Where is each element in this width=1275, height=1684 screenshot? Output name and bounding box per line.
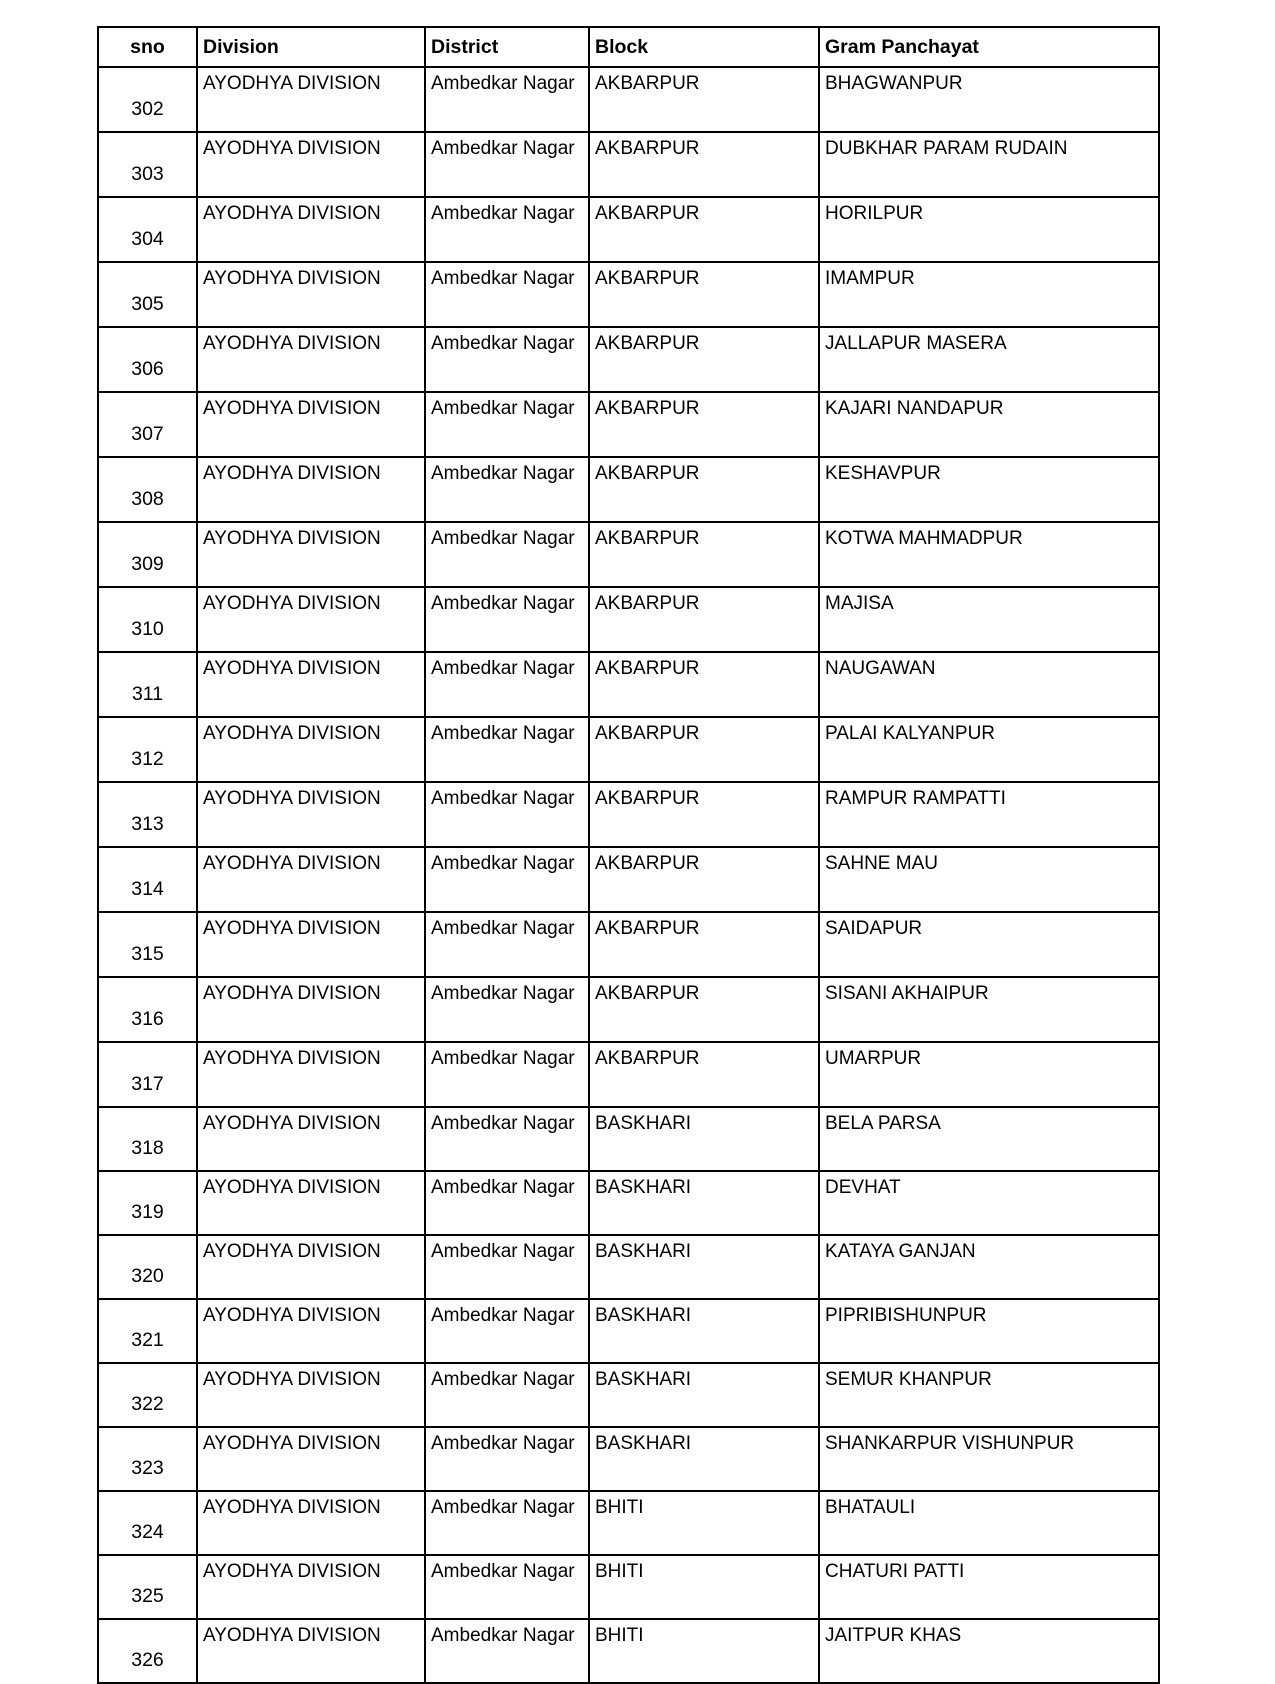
column-header-district: District <box>425 27 589 67</box>
table-row <box>98 67 1159 132</box>
cell-gram-panchayat: CHATURI PATTI <box>819 1555 1159 1619</box>
cell-division: AYODHYA DIVISION <box>197 1363 425 1427</box>
cell-division: AYODHYA DIVISION <box>197 197 425 262</box>
cell-district: Ambedkar Nagar <box>425 782 589 847</box>
cell-gram-panchayat: BHAGWANPUR <box>819 67 1159 132</box>
cell-division: AYODHYA DIVISION <box>197 587 425 652</box>
cell-sno: 322 <box>98 1363 197 1427</box>
table-row <box>98 977 1159 1042</box>
cell-gram-panchayat: KATAYA GANJAN <box>819 1235 1159 1299</box>
cell-district: Ambedkar Nagar <box>425 1427 589 1491</box>
table-row <box>98 1235 1159 1299</box>
cell-block: AKBARPUR <box>589 392 819 457</box>
cell-block: AKBARPUR <box>589 587 819 652</box>
cell-sno: 326 <box>98 1619 197 1683</box>
cell-division: AYODHYA DIVISION <box>197 782 425 847</box>
cell-sno: 315 <box>98 912 197 977</box>
cell-sno: 311 <box>98 652 197 717</box>
cell-division: AYODHYA DIVISION <box>197 847 425 912</box>
cell-block: AKBARPUR <box>589 522 819 587</box>
table-body <box>98 67 1159 1683</box>
cell-district: Ambedkar Nagar <box>425 327 589 392</box>
cell-sno: 307 <box>98 392 197 457</box>
gram-panchayat-table-container <box>97 26 1158 1684</box>
cell-sno: 306 <box>98 327 197 392</box>
cell-block: AKBARPUR <box>589 717 819 782</box>
cell-gram-panchayat: SAIDAPUR <box>819 912 1159 977</box>
cell-sno: 320 <box>98 1235 197 1299</box>
table-row <box>98 327 1159 392</box>
cell-sno: 323 <box>98 1427 197 1491</box>
cell-sno: 309 <box>98 522 197 587</box>
cell-block: AKBARPUR <box>589 847 819 912</box>
table-row <box>98 782 1159 847</box>
cell-block: AKBARPUR <box>589 782 819 847</box>
cell-division: AYODHYA DIVISION <box>197 262 425 327</box>
cell-block: BASKHARI <box>589 1427 819 1491</box>
cell-sno: 308 <box>98 457 197 522</box>
column-header-block: Block <box>589 27 819 67</box>
cell-division: AYODHYA DIVISION <box>197 1107 425 1171</box>
cell-block: BHITI <box>589 1555 819 1619</box>
table-row <box>98 1042 1159 1107</box>
cell-gram-panchayat: PALAI KALYANPUR <box>819 717 1159 782</box>
cell-gram-panchayat: DUBKHAR PARAM RUDAIN <box>819 132 1159 197</box>
cell-district: Ambedkar Nagar <box>425 1042 589 1107</box>
table-row <box>98 392 1159 457</box>
cell-gram-panchayat: KOTWA MAHMADPUR <box>819 522 1159 587</box>
cell-division: AYODHYA DIVISION <box>197 1042 425 1107</box>
cell-sno: 304 <box>98 197 197 262</box>
cell-block: AKBARPUR <box>589 132 819 197</box>
cell-block: BASKHARI <box>589 1363 819 1427</box>
table-header-row <box>98 27 1159 67</box>
column-header-division: Division <box>197 27 425 67</box>
cell-district: Ambedkar Nagar <box>425 132 589 197</box>
table-row <box>98 132 1159 197</box>
cell-gram-panchayat: SISANI AKHAIPUR <box>819 977 1159 1042</box>
cell-gram-panchayat: IMAMPUR <box>819 262 1159 327</box>
table-row <box>98 1171 1159 1235</box>
cell-division: AYODHYA DIVISION <box>197 652 425 717</box>
cell-gram-panchayat: NAUGAWAN <box>819 652 1159 717</box>
cell-district: Ambedkar Nagar <box>425 977 589 1042</box>
cell-sno: 302 <box>98 67 197 132</box>
cell-block: BASKHARI <box>589 1299 819 1363</box>
cell-gram-panchayat: MAJISA <box>819 587 1159 652</box>
cell-district: Ambedkar Nagar <box>425 522 589 587</box>
cell-district: Ambedkar Nagar <box>425 1171 589 1235</box>
table-row <box>98 1107 1159 1171</box>
table-header <box>98 27 1159 67</box>
cell-sno: 318 <box>98 1107 197 1171</box>
table-row <box>98 912 1159 977</box>
cell-gram-panchayat: JAITPUR KHAS <box>819 1619 1159 1683</box>
cell-sno: 313 <box>98 782 197 847</box>
cell-division: AYODHYA DIVISION <box>197 132 425 197</box>
cell-gram-panchayat: BHATAULI <box>819 1491 1159 1555</box>
cell-district: Ambedkar Nagar <box>425 652 589 717</box>
table-row <box>98 197 1159 262</box>
cell-division: AYODHYA DIVISION <box>197 457 425 522</box>
cell-gram-panchayat: PIPRIBISHUNPUR <box>819 1299 1159 1363</box>
cell-division: AYODHYA DIVISION <box>197 1619 425 1683</box>
table-row <box>98 652 1159 717</box>
cell-gram-panchayat: KESHAVPUR <box>819 457 1159 522</box>
cell-district: Ambedkar Nagar <box>425 1363 589 1427</box>
cell-district: Ambedkar Nagar <box>425 1107 589 1171</box>
cell-block: BASKHARI <box>589 1171 819 1235</box>
cell-division: AYODHYA DIVISION <box>197 717 425 782</box>
cell-sno: 325 <box>98 1555 197 1619</box>
cell-division: AYODHYA DIVISION <box>197 1491 425 1555</box>
table-row <box>98 1363 1159 1427</box>
cell-sno: 305 <box>98 262 197 327</box>
cell-sno: 310 <box>98 587 197 652</box>
cell-gram-panchayat: KAJARI NANDAPUR <box>819 392 1159 457</box>
cell-district: Ambedkar Nagar <box>425 392 589 457</box>
cell-district: Ambedkar Nagar <box>425 1491 589 1555</box>
table-row <box>98 1299 1159 1363</box>
cell-gram-panchayat: JALLAPUR MASERA <box>819 327 1159 392</box>
gram-panchayat-table <box>97 26 1160 1684</box>
cell-block: BASKHARI <box>589 1235 819 1299</box>
table-row <box>98 457 1159 522</box>
cell-gram-panchayat: RAMPUR RAMPATTI <box>819 782 1159 847</box>
cell-district: Ambedkar Nagar <box>425 1619 589 1683</box>
cell-block: AKBARPUR <box>589 327 819 392</box>
cell-gram-panchayat: UMARPUR <box>819 1042 1159 1107</box>
table-row <box>98 1427 1159 1491</box>
cell-block: BHITI <box>589 1491 819 1555</box>
table-row <box>98 262 1159 327</box>
table-row <box>98 522 1159 587</box>
cell-block: AKBARPUR <box>589 912 819 977</box>
cell-division: AYODHYA DIVISION <box>197 1299 425 1363</box>
cell-gram-panchayat: SAHNE MAU <box>819 847 1159 912</box>
cell-district: Ambedkar Nagar <box>425 587 589 652</box>
cell-district: Ambedkar Nagar <box>425 1555 589 1619</box>
cell-block: AKBARPUR <box>589 67 819 132</box>
cell-sno: 316 <box>98 977 197 1042</box>
cell-sno: 324 <box>98 1491 197 1555</box>
cell-gram-panchayat: BELA PARSA <box>819 1107 1159 1171</box>
cell-division: AYODHYA DIVISION <box>197 1171 425 1235</box>
cell-division: AYODHYA DIVISION <box>197 392 425 457</box>
cell-district: Ambedkar Nagar <box>425 457 589 522</box>
cell-block: BASKHARI <box>589 1107 819 1171</box>
cell-sno: 314 <box>98 847 197 912</box>
cell-sno: 321 <box>98 1299 197 1363</box>
column-header-sno: sno <box>98 27 197 67</box>
cell-block: AKBARPUR <box>589 457 819 522</box>
page-bottom-margin <box>0 1540 1275 1651</box>
cell-district: Ambedkar Nagar <box>425 67 589 132</box>
cell-district: Ambedkar Nagar <box>425 262 589 327</box>
cell-division: AYODHYA DIVISION <box>197 977 425 1042</box>
cell-sno: 312 <box>98 717 197 782</box>
cell-block: AKBARPUR <box>589 262 819 327</box>
cell-sno: 303 <box>98 132 197 197</box>
cell-block: BHITI <box>589 1619 819 1683</box>
cell-division: AYODHYA DIVISION <box>197 522 425 587</box>
table-row <box>98 847 1159 912</box>
table-row <box>98 587 1159 652</box>
cell-division: AYODHYA DIVISION <box>197 1235 425 1299</box>
cell-sno: 319 <box>98 1171 197 1235</box>
cell-district: Ambedkar Nagar <box>425 197 589 262</box>
cell-division: AYODHYA DIVISION <box>197 67 425 132</box>
cell-block: AKBARPUR <box>589 652 819 717</box>
cell-gram-panchayat: DEVHAT <box>819 1171 1159 1235</box>
cell-district: Ambedkar Nagar <box>425 1299 589 1363</box>
cell-district: Ambedkar Nagar <box>425 717 589 782</box>
cell-gram-panchayat: HORILPUR <box>819 197 1159 262</box>
column-header-gram-panchayat: Gram Panchayat <box>819 27 1159 67</box>
cell-district: Ambedkar Nagar <box>425 847 589 912</box>
cell-gram-panchayat: SHANKARPUR VISHUNPUR <box>819 1427 1159 1491</box>
cell-division: AYODHYA DIVISION <box>197 1427 425 1491</box>
cell-sno: 317 <box>98 1042 197 1107</box>
table-row <box>98 717 1159 782</box>
cell-gram-panchayat: SEMUR KHANPUR <box>819 1363 1159 1427</box>
cell-division: AYODHYA DIVISION <box>197 327 425 392</box>
cell-block: AKBARPUR <box>589 197 819 262</box>
cell-district: Ambedkar Nagar <box>425 1235 589 1299</box>
cell-division: AYODHYA DIVISION <box>197 912 425 977</box>
cell-district: Ambedkar Nagar <box>425 912 589 977</box>
cell-division: AYODHYA DIVISION <box>197 1555 425 1619</box>
cell-block: AKBARPUR <box>589 1042 819 1107</box>
cell-block: AKBARPUR <box>589 977 819 1042</box>
